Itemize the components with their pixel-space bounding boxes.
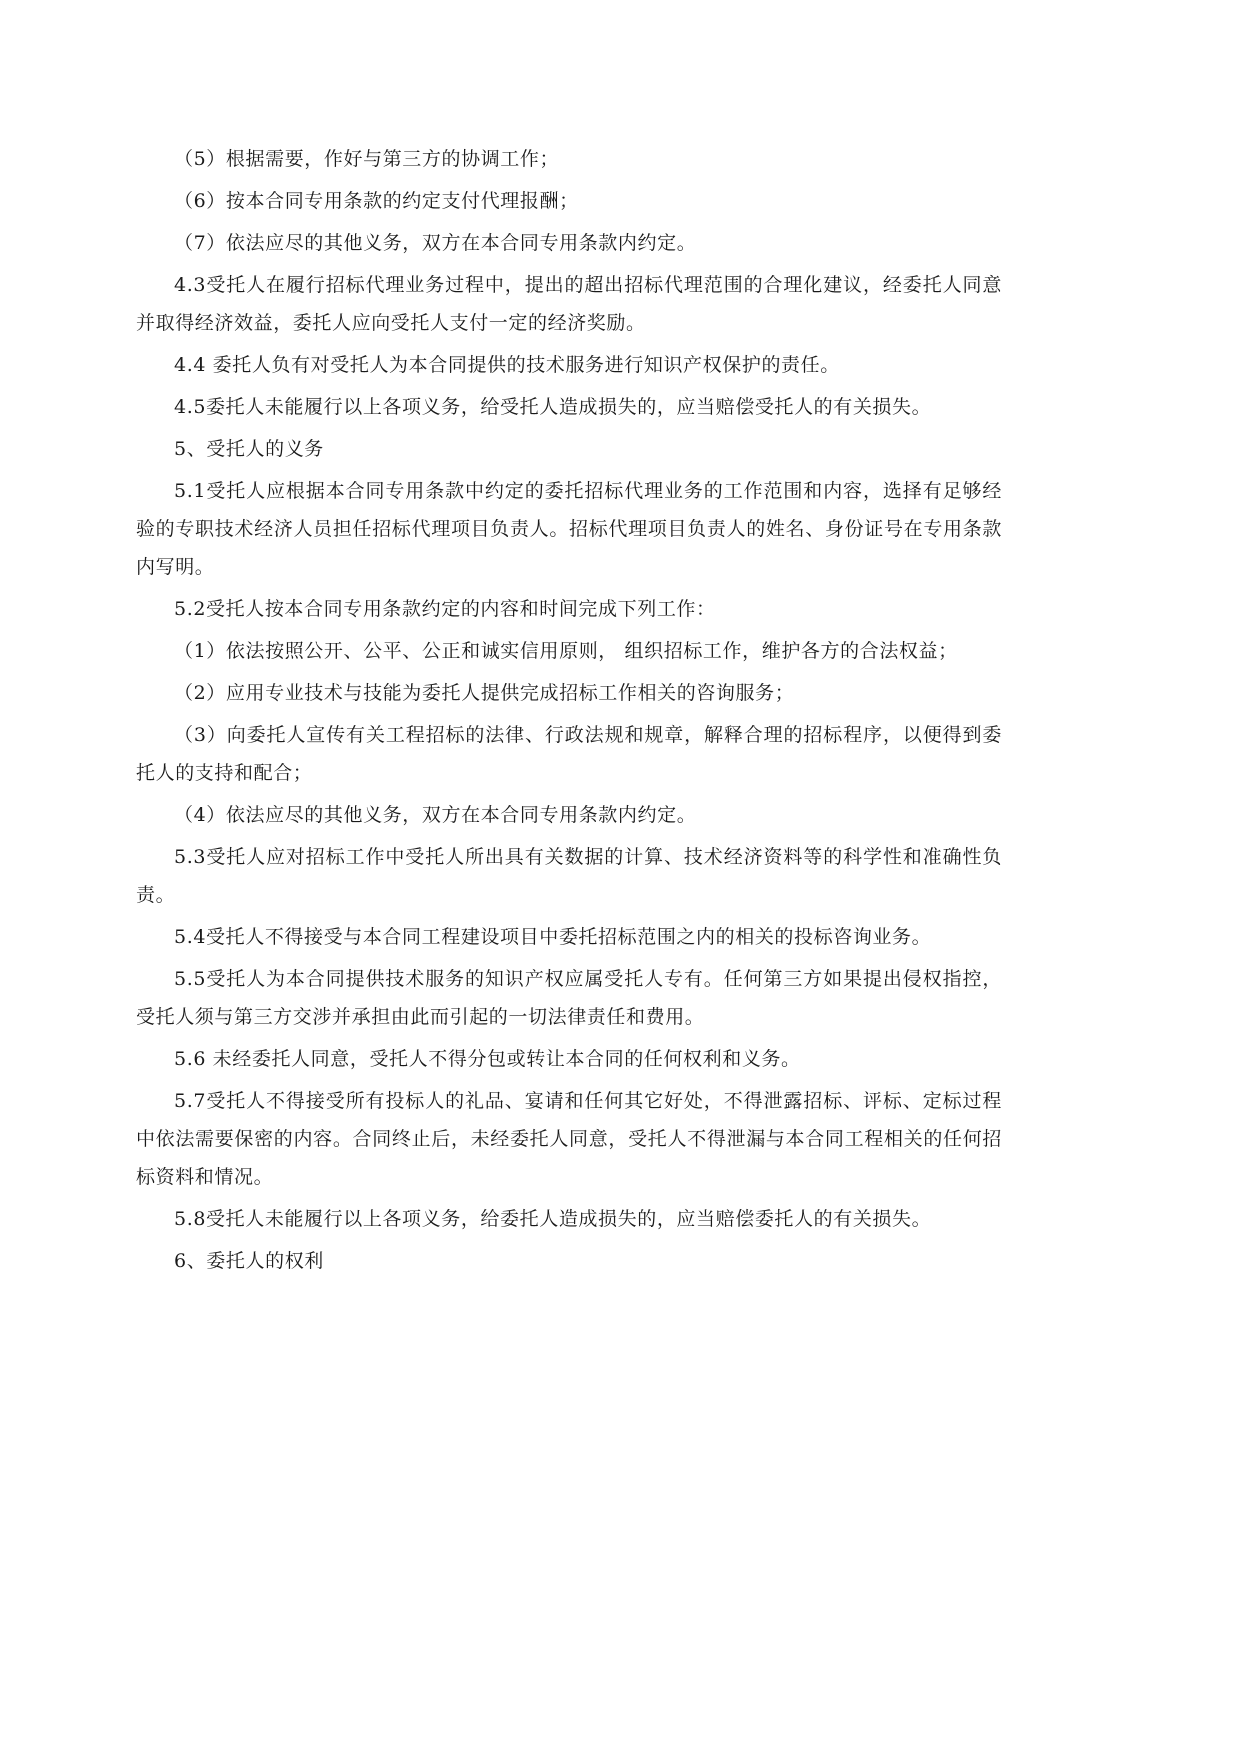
clause-4-2-item-5: （5）根据需要，作好与第三方的协调工作； [174,148,560,170]
clause-5-1: 5.1受托人应根据本合同专用条款中约定的委托招标代理业务的工作范围和内容，选择有足够经验的专职技术经济人员担任招标代理项目负责人。招标代理项目负责人的姓名、身份证号在专用条款内写明。 [136,480,1002,578]
clause-5-2-item-1: （1）依法按照公开、公平、公正和诚实信用原则， 组织招标工作，维护各方的合法权益； [174,640,958,662]
clause-5-6: 5.6 未经委托人同意，受托人不得分包或转让本合同的任何权利和义务。 [174,1048,801,1070]
section-6-heading: 6、委托人的权利 [174,1250,324,1272]
clause-5-7: 5.7受托人不得接受所有投标人的礼品、宴请和任何其它好处，不得泄露招标、评标、定标过程中依法需要保密的内容。合同终止后，未经委托人同意，受托人不得泄漏与本合同工程相关的任何招标资料和情况。 [136,1090,1002,1188]
clause-5-8: 5.8受托人未能履行以上各项义务，给委托人造成损失的，应当赔偿委托人的有关损失。 [174,1208,932,1230]
clause-5-4: 5.4受托人不得接受与本合同工程建设项目中委托招标范围之内的相关的投标咨询业务。 [174,926,932,948]
document-body [136,140,1002,1284]
clause-5-3: 5.3受托人应对招标工作中受托人所出具有关数据的计算、技术经济资料等的科学性和准确性负责。 [136,846,1002,906]
clause-4-4: 4.4 委托人负有对受托人为本合同提供的技术服务进行知识产权保护的责任。 [174,354,840,376]
clause-5-2-item-4: （4）依法应尽的其他义务，双方在本合同专用条款内约定。 [174,804,697,826]
clause-4-2-item-6: （6）按本合同专用条款的约定支付代理报酬； [174,190,579,212]
clause-4-2-item-7: （7）依法应尽的其他义务，双方在本合同专用条款内约定。 [174,232,697,254]
clause-5-2-item-3: （3）向委托人宣传有关工程招标的法律、行政法规和规章，解释合理的招标程序，以便得到委托人的支持和配合； [136,724,1002,784]
section-5-heading: 5、受托人的义务 [174,438,324,460]
clause-5-2: 5.2受托人按本合同专用条款约定的内容和时间完成下列工作： [174,598,716,620]
clause-4-5: 4.5委托人未能履行以上各项义务，给受托人造成损失的，应当赔偿受托人的有关损失。 [174,396,932,418]
clause-5-5: 5.5受托人为本合同提供技术服务的知识产权应属受托人专有。任何第三方如果提出侵权指控，受托人须与第三方交涉并承担由此而引起的一切法律责任和费用。 [136,968,1002,1028]
clause-5-2-item-2: （2）应用专业技术与技能为委托人提供完成招标工作相关的咨询服务； [174,682,795,704]
clause-4-3: 4.3受托人在履行招标代理业务过程中，提出的超出招标代理范围的合理化建议，经委托人同意并取得经济效益，委托人应向受托人支付一定的经济奖励。 [136,274,1002,334]
